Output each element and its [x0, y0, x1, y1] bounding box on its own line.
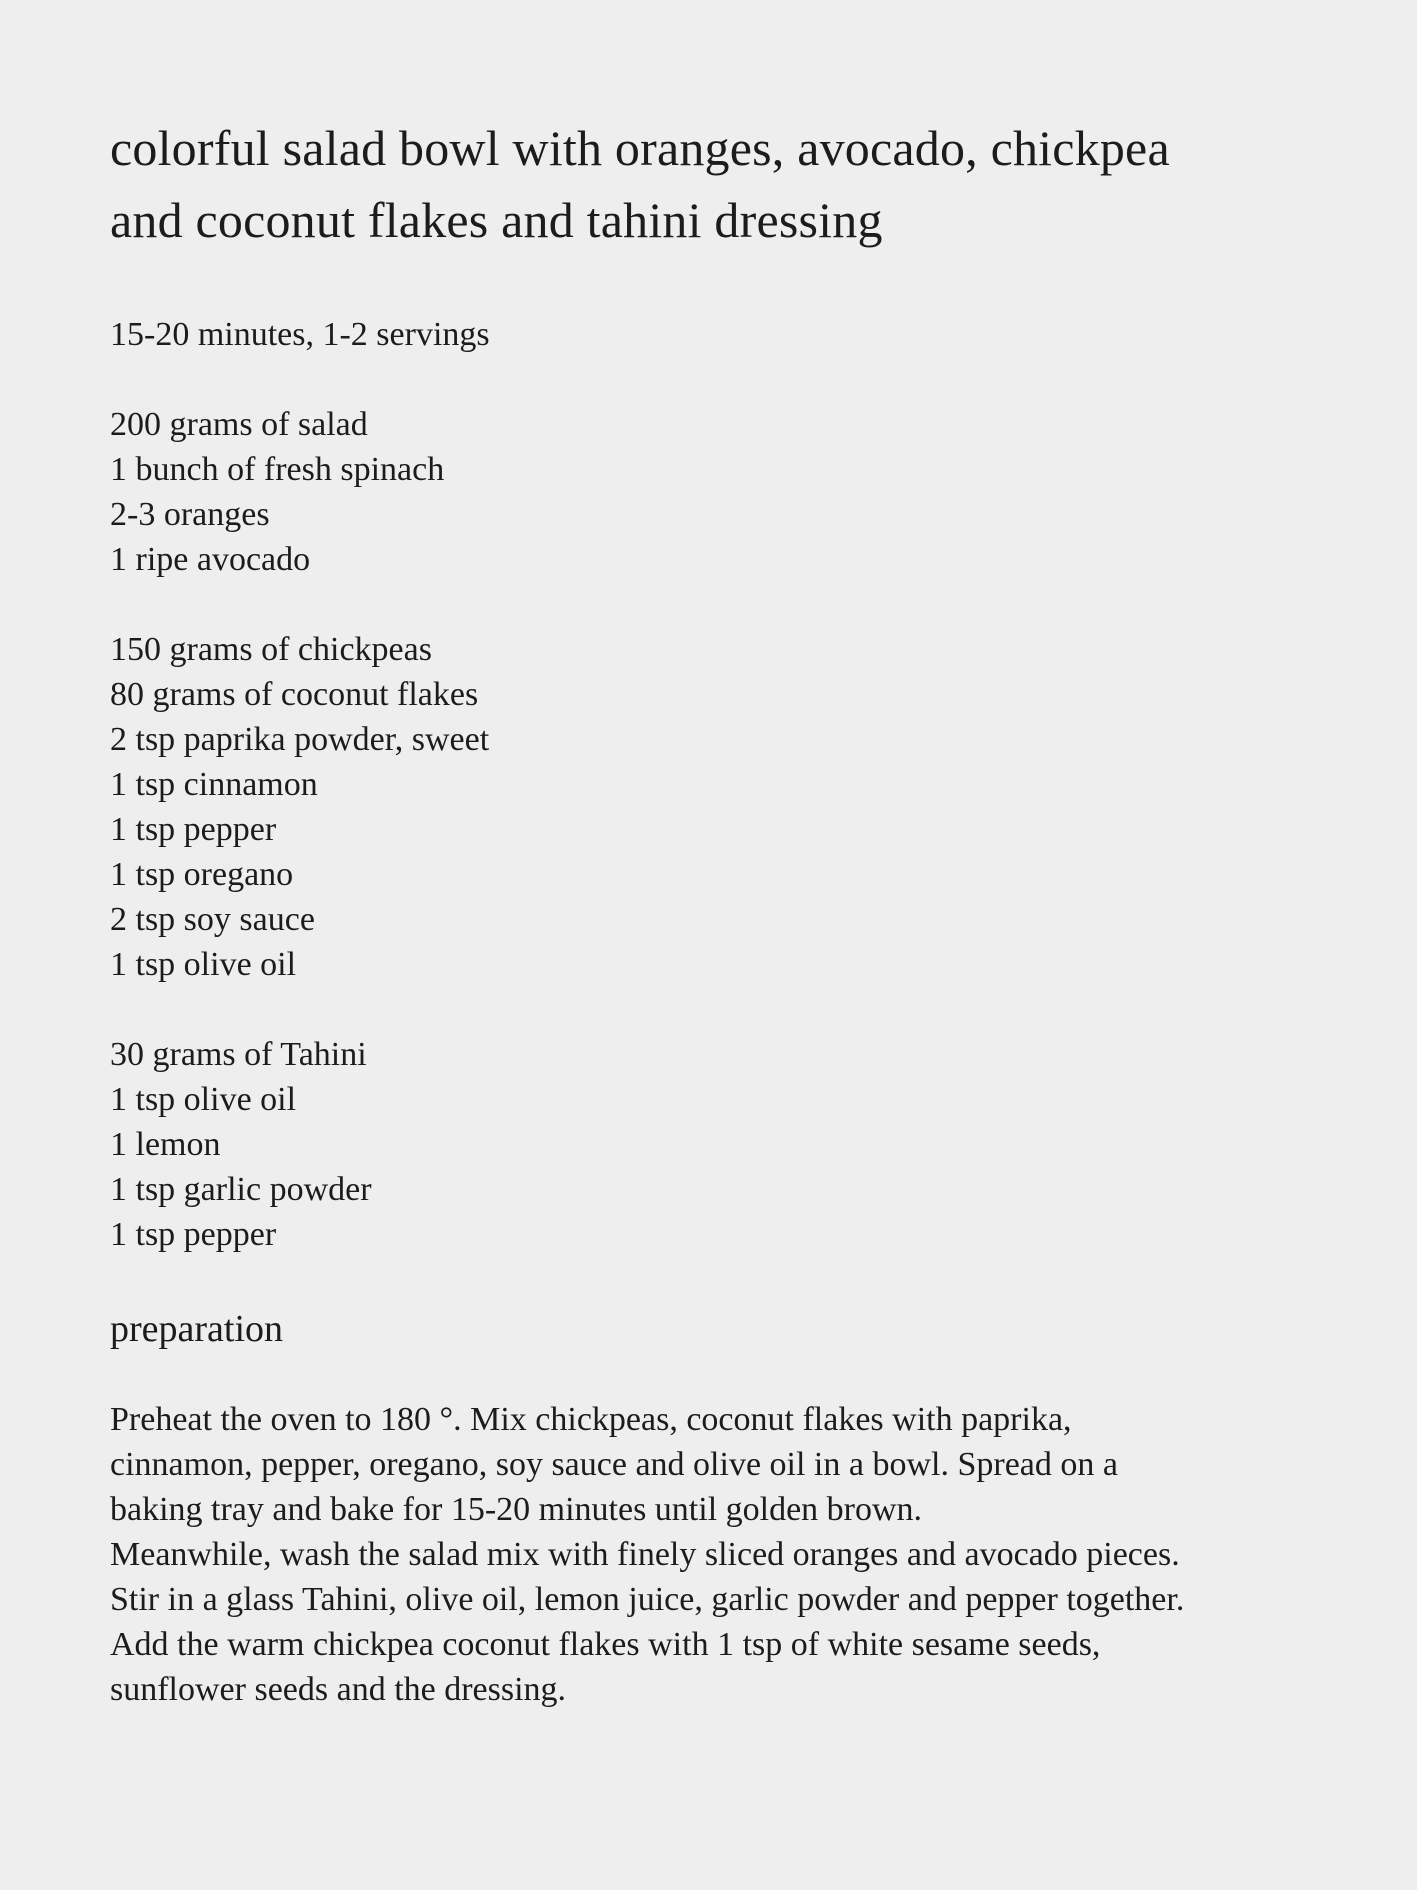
ingredient-item: 1 ripe avocado [110, 541, 311, 578]
ingredient-item: 150 grams of chickpeas [110, 631, 432, 668]
ingredient-item: 1 tsp oregano [110, 856, 294, 893]
recipe-meta: 15-20 minutes, 1-2 servings [110, 316, 490, 353]
ingredient-item: 2 tsp paprika powder, sweet [110, 721, 490, 758]
recipe-page [110, 112, 1340, 1708]
ingredient-group-salad [110, 402, 444, 582]
ingredient-item: 1 bunch of fresh spinach [110, 451, 445, 488]
ingredient-item: 200 grams of salad [110, 406, 368, 443]
ingredient-item: 1 tsp pepper [110, 811, 277, 848]
recipe-title: colorful salad bowl with oranges, avocado, chickpea and coconut flakes and tahini dressing [110, 120, 1170, 248]
ingredient-item: 1 tsp olive oil [110, 946, 297, 983]
ingredient-item: 2-3 oranges [110, 496, 270, 533]
ingredient-item: 1 lemon [110, 1126, 221, 1163]
ingredient-item: 30 grams of Tahini [110, 1036, 367, 1073]
ingredient-item: 80 grams of coconut flakes [110, 676, 479, 713]
ingredient-item: 1 tsp pepper [110, 1216, 277, 1253]
ingredient-group-dressing [110, 1032, 372, 1257]
preparation-text: Preheat the oven to 180 °. Mix chickpeas, coconut flakes with paprika, cinnamon, pepper, oregano, soy sauce and olive oil in a bowl. Spread on a baking tray and bake for 15-20 minutes until golden brown. Meanwhile, wash the salad mix with finely sliced oranges and avocado pieces. Stir in a glass Tahini, olive oil, lemon juice, garlic powder and pepper together. Add the warm chickpea coconut flakes with 1 tsp of white sesame seeds, sunflower seeds and the dressing. [110, 1401, 1185, 1708]
ingredient-item: 1 tsp cinnamon [110, 766, 318, 803]
ingredient-item: 1 tsp garlic powder [110, 1171, 372, 1208]
preparation-heading: preparation [110, 1308, 284, 1350]
ingredient-group-chickpeas [110, 627, 489, 987]
ingredient-item: 2 tsp soy sauce [110, 901, 315, 938]
ingredient-item: 1 tsp olive oil [110, 1081, 297, 1118]
